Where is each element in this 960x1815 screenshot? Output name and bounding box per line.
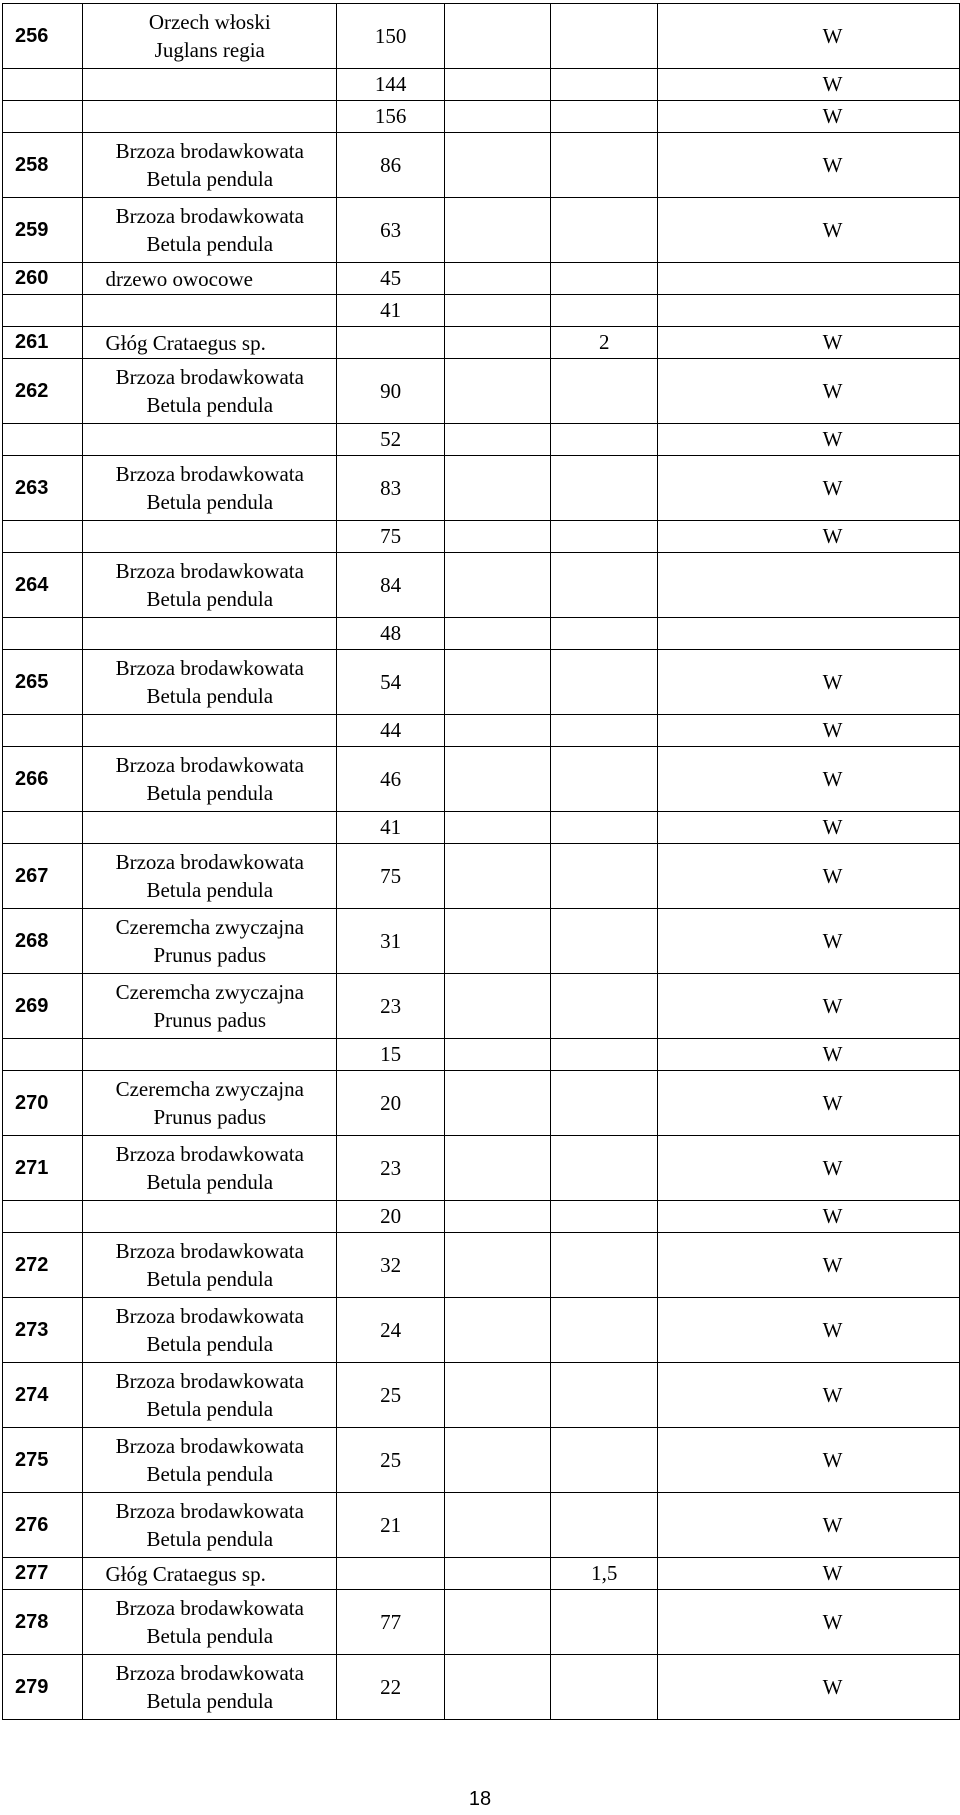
tree-number-cell: 275 xyxy=(3,1428,83,1493)
status-code-cell: W xyxy=(658,1590,960,1655)
species-name-cell xyxy=(83,1493,337,1558)
species-common-name: Głóg Crataegus sp. xyxy=(105,330,266,355)
species-name-cell xyxy=(83,263,337,295)
table-row xyxy=(3,359,960,424)
trunk-circumference-cell: 23 xyxy=(337,974,445,1039)
trunk-circumference-cell: 32 xyxy=(337,1233,445,1298)
status-code-cell: W xyxy=(658,521,960,553)
tree-number-cell: 260 xyxy=(3,263,83,295)
species-latin-name: Prunus padus xyxy=(153,1105,267,1129)
species-name-cell xyxy=(83,1039,337,1071)
species-name-cell xyxy=(83,974,337,1039)
species-name-cell xyxy=(83,1655,337,1720)
table-row xyxy=(3,1428,960,1493)
shrub-area-cell xyxy=(551,1071,658,1136)
status-code-cell: W xyxy=(658,974,960,1039)
empty-column-cell xyxy=(445,101,551,133)
tree-number-cell: 266 xyxy=(3,747,83,812)
species-common-name: Brzoza brodawkowata xyxy=(115,365,304,389)
species-latin-name: Betula pendula xyxy=(146,490,274,514)
species-latin-name: Betula pendula xyxy=(146,1332,274,1356)
shrub-area-cell xyxy=(551,715,658,747)
species-name-cell xyxy=(83,747,337,812)
status-code-cell: W xyxy=(658,1233,960,1298)
status-code-cell: W xyxy=(658,327,960,359)
trunk-circumference-cell: 90 xyxy=(337,359,445,424)
empty-column-cell xyxy=(445,1363,551,1428)
table-row xyxy=(3,1136,960,1201)
empty-column-cell xyxy=(445,909,551,974)
species-common-name: Brzoza brodawkowata xyxy=(115,204,304,228)
empty-column-cell xyxy=(445,69,551,101)
species-name-cell xyxy=(83,909,337,974)
empty-column-cell xyxy=(445,553,551,618)
shrub-area-cell xyxy=(551,812,658,844)
species-common-name: Brzoza brodawkowata xyxy=(115,1369,304,1393)
shrub-area-cell xyxy=(551,844,658,909)
tree-number-cell: 279 xyxy=(3,1655,83,1720)
empty-column-cell xyxy=(445,359,551,424)
species-common-name: Orzech włoski xyxy=(148,10,271,34)
table-row xyxy=(3,263,960,295)
tree-number-cell xyxy=(3,69,83,101)
species-common-name: Brzoza brodawkowata xyxy=(115,1499,304,1523)
species-name-cell xyxy=(83,198,337,263)
trunk-circumference-cell: 52 xyxy=(337,424,445,456)
species-name-cell xyxy=(83,1233,337,1298)
tree-number-cell xyxy=(3,295,83,327)
shrub-area-cell xyxy=(551,650,658,715)
trunk-circumference-cell: 84 xyxy=(337,553,445,618)
species-name-cell xyxy=(83,327,337,359)
table-row xyxy=(3,1590,960,1655)
trunk-circumference-cell: 25 xyxy=(337,1363,445,1428)
status-code-cell: W xyxy=(658,1039,960,1071)
table-row xyxy=(3,974,960,1039)
shrub-area-cell xyxy=(551,1493,658,1558)
species-common-name: Brzoza brodawkowata xyxy=(115,1596,304,1620)
species-name-cell xyxy=(83,812,337,844)
tree-number-cell: 278 xyxy=(3,1590,83,1655)
empty-column-cell xyxy=(445,650,551,715)
species-name-cell xyxy=(83,715,337,747)
species-latin-name: Betula pendula xyxy=(146,1689,274,1713)
table-row xyxy=(3,133,960,198)
shrub-area-cell: 1,5 xyxy=(551,1558,658,1590)
shrub-area-cell xyxy=(551,295,658,327)
shrub-area-cell xyxy=(551,1363,658,1428)
shrub-area-cell xyxy=(551,553,658,618)
shrub-area-cell xyxy=(551,359,658,424)
empty-column-cell xyxy=(445,1039,551,1071)
trunk-circumference-cell: 75 xyxy=(337,844,445,909)
trunk-circumference-cell: 15 xyxy=(337,1039,445,1071)
shrub-area-cell xyxy=(551,521,658,553)
page-number: 18 xyxy=(468,1788,492,1810)
empty-column-cell xyxy=(445,198,551,263)
species-latin-name: Prunus padus xyxy=(153,1008,267,1032)
table-row xyxy=(3,1655,960,1720)
status-code-cell: W xyxy=(658,909,960,974)
tree-number-cell xyxy=(3,424,83,456)
species-latin-name: Juglans regia xyxy=(154,38,265,62)
tree-number-cell: 270 xyxy=(3,1071,83,1136)
table-row xyxy=(3,844,960,909)
tree-number-cell xyxy=(3,1201,83,1233)
tree-number-cell xyxy=(3,715,83,747)
table-row xyxy=(3,909,960,974)
tree-number-cell: 264 xyxy=(3,553,83,618)
table-row xyxy=(3,1071,960,1136)
species-latin-name: Betula pendula xyxy=(146,1397,274,1421)
trunk-circumference-cell: 20 xyxy=(337,1201,445,1233)
species-name-cell xyxy=(83,133,337,198)
tree-number-cell: 259 xyxy=(3,198,83,263)
status-code-cell: W xyxy=(658,69,960,101)
tree-number-cell: 274 xyxy=(3,1363,83,1428)
species-name-cell xyxy=(83,1590,337,1655)
shrub-area-cell xyxy=(551,69,658,101)
shrub-area-cell xyxy=(551,1039,658,1071)
tree-number-cell xyxy=(3,812,83,844)
tree-number-cell: 263 xyxy=(3,456,83,521)
species-name-cell xyxy=(83,69,337,101)
species-common-name: drzewo owocowe xyxy=(105,266,253,291)
table-row xyxy=(3,456,960,521)
species-name-cell xyxy=(83,618,337,650)
empty-column-cell xyxy=(445,1590,551,1655)
species-name-cell xyxy=(83,1558,337,1590)
status-code-cell: W xyxy=(658,4,960,69)
empty-column-cell xyxy=(445,747,551,812)
species-common-name: Głóg Crataegus sp. xyxy=(105,1561,266,1586)
status-code-cell: W xyxy=(658,747,960,812)
shrub-area-cell xyxy=(551,263,658,295)
shrub-area-cell xyxy=(551,424,658,456)
shrub-area-cell: 2 xyxy=(551,327,658,359)
empty-column-cell xyxy=(445,456,551,521)
tree-number-cell: 256 xyxy=(3,4,83,69)
table-row xyxy=(3,69,960,101)
status-code-cell: W xyxy=(658,650,960,715)
status-code-cell xyxy=(658,553,960,618)
status-code-cell: W xyxy=(658,1428,960,1493)
empty-column-cell xyxy=(445,1201,551,1233)
trunk-circumference-cell: 21 xyxy=(337,1493,445,1558)
species-latin-name: Betula pendula xyxy=(146,232,274,256)
trunk-circumference-cell: 75 xyxy=(337,521,445,553)
species-name-cell xyxy=(83,1363,337,1428)
shrub-area-cell xyxy=(551,909,658,974)
species-name-cell xyxy=(83,1201,337,1233)
tree-number-cell xyxy=(3,101,83,133)
empty-column-cell xyxy=(445,812,551,844)
tree-number-cell: 265 xyxy=(3,650,83,715)
tree-number-cell xyxy=(3,1039,83,1071)
empty-column-cell xyxy=(445,1233,551,1298)
empty-column-cell xyxy=(445,4,551,69)
table-row xyxy=(3,327,960,359)
status-code-cell: W xyxy=(658,1071,960,1136)
table-row xyxy=(3,1201,960,1233)
shrub-area-cell xyxy=(551,1655,658,1720)
tree-number-cell xyxy=(3,618,83,650)
species-name-cell xyxy=(83,1298,337,1363)
shrub-area-cell xyxy=(551,133,658,198)
trunk-circumference-cell xyxy=(337,327,445,359)
species-common-name: Czeremcha zwyczajna xyxy=(115,915,304,939)
shrub-area-cell xyxy=(551,974,658,1039)
species-common-name: Brzoza brodawkowata xyxy=(115,462,304,486)
trunk-circumference-cell: 22 xyxy=(337,1655,445,1720)
table-row xyxy=(3,747,960,812)
status-code-cell xyxy=(658,618,960,650)
species-name-cell xyxy=(83,456,337,521)
species-name-cell xyxy=(83,1136,337,1201)
species-name-cell xyxy=(83,553,337,618)
species-common-name: Brzoza brodawkowata xyxy=(115,559,304,583)
trunk-circumference-cell: 48 xyxy=(337,618,445,650)
trunk-circumference-cell: 150 xyxy=(337,4,445,69)
species-name-cell xyxy=(83,424,337,456)
trunk-circumference-cell: 156 xyxy=(337,101,445,133)
table-row xyxy=(3,650,960,715)
status-code-cell: W xyxy=(658,101,960,133)
empty-column-cell xyxy=(445,1298,551,1363)
trunk-circumference-cell: 46 xyxy=(337,747,445,812)
empty-column-cell xyxy=(445,715,551,747)
empty-column-cell xyxy=(445,618,551,650)
table-row xyxy=(3,1298,960,1363)
tree-number-cell: 277 xyxy=(3,1558,83,1590)
trunk-circumference-cell: 144 xyxy=(337,69,445,101)
empty-column-cell xyxy=(445,974,551,1039)
empty-column-cell xyxy=(445,424,551,456)
species-name-cell xyxy=(83,521,337,553)
species-name-cell xyxy=(83,1071,337,1136)
empty-column-cell xyxy=(445,844,551,909)
tree-number-cell: 269 xyxy=(3,974,83,1039)
table-row xyxy=(3,4,960,69)
tree-number-cell: 267 xyxy=(3,844,83,909)
tree-number-cell: 268 xyxy=(3,909,83,974)
status-code-cell xyxy=(658,263,960,295)
status-code-cell: W xyxy=(658,1493,960,1558)
status-code-cell: W xyxy=(658,715,960,747)
empty-column-cell xyxy=(445,263,551,295)
species-common-name: Brzoza brodawkowata xyxy=(115,850,304,874)
species-name-cell xyxy=(83,359,337,424)
empty-column-cell xyxy=(445,1655,551,1720)
shrub-area-cell xyxy=(551,1233,658,1298)
trunk-circumference-cell xyxy=(337,1558,445,1590)
species-latin-name: Betula pendula xyxy=(146,393,274,417)
species-common-name: Brzoza brodawkowata xyxy=(115,1661,304,1685)
status-code-cell: W xyxy=(658,1201,960,1233)
species-latin-name: Betula pendula xyxy=(146,1170,274,1194)
trunk-circumference-cell: 86 xyxy=(337,133,445,198)
shrub-area-cell xyxy=(551,101,658,133)
shrub-area-cell xyxy=(551,747,658,812)
species-common-name: Brzoza brodawkowata xyxy=(115,139,304,163)
shrub-area-cell xyxy=(551,456,658,521)
status-code-cell: W xyxy=(658,1136,960,1201)
shrub-area-cell xyxy=(551,1298,658,1363)
trunk-circumference-cell: 24 xyxy=(337,1298,445,1363)
empty-column-cell xyxy=(445,327,551,359)
table-row xyxy=(3,812,960,844)
species-latin-name: Betula pendula xyxy=(146,1267,274,1291)
shrub-area-cell xyxy=(551,1201,658,1233)
shrub-area-cell xyxy=(551,1136,658,1201)
status-code-cell xyxy=(658,295,960,327)
tree-number-cell: 261 xyxy=(3,327,83,359)
shrub-area-cell xyxy=(551,4,658,69)
trunk-circumference-cell: 20 xyxy=(337,1071,445,1136)
species-name-cell xyxy=(83,844,337,909)
species-common-name: Brzoza brodawkowata xyxy=(115,656,304,680)
species-common-name: Brzoza brodawkowata xyxy=(115,1142,304,1166)
status-code-cell: W xyxy=(658,1655,960,1720)
trunk-circumference-cell: 31 xyxy=(337,909,445,974)
species-name-cell xyxy=(83,4,337,69)
trunk-circumference-cell: 41 xyxy=(337,295,445,327)
empty-column-cell xyxy=(445,1493,551,1558)
table-row xyxy=(3,424,960,456)
table-row xyxy=(3,1233,960,1298)
trunk-circumference-cell: 77 xyxy=(337,1590,445,1655)
species-common-name: Brzoza brodawkowata xyxy=(115,1304,304,1328)
tree-number-cell: 258 xyxy=(3,133,83,198)
species-latin-name: Betula pendula xyxy=(146,1462,274,1486)
trunk-circumference-cell: 63 xyxy=(337,198,445,263)
tree-number-cell: 262 xyxy=(3,359,83,424)
shrub-area-cell xyxy=(551,1590,658,1655)
tree-number-cell: 276 xyxy=(3,1493,83,1558)
tree-number-cell: 271 xyxy=(3,1136,83,1201)
trunk-circumference-cell: 23 xyxy=(337,1136,445,1201)
species-common-name: Czeremcha zwyczajna xyxy=(115,980,304,1004)
species-latin-name: Prunus padus xyxy=(153,943,267,967)
trunk-circumference-cell: 41 xyxy=(337,812,445,844)
table-row xyxy=(3,295,960,327)
status-code-cell: W xyxy=(658,1363,960,1428)
species-latin-name: Betula pendula xyxy=(146,781,274,805)
species-latin-name: Betula pendula xyxy=(146,587,274,611)
species-name-cell xyxy=(83,1428,337,1493)
status-code-cell: W xyxy=(658,812,960,844)
shrub-area-cell xyxy=(551,198,658,263)
table-row xyxy=(3,715,960,747)
empty-column-cell xyxy=(445,1558,551,1590)
table-row xyxy=(3,101,960,133)
species-name-cell xyxy=(83,295,337,327)
status-code-cell: W xyxy=(658,133,960,198)
trunk-circumference-cell: 83 xyxy=(337,456,445,521)
species-name-cell xyxy=(83,650,337,715)
table-row xyxy=(3,553,960,618)
tree-number-cell: 272 xyxy=(3,1233,83,1298)
table-body xyxy=(3,4,960,1720)
table-row xyxy=(3,1493,960,1558)
empty-column-cell xyxy=(445,1428,551,1493)
shrub-area-cell xyxy=(551,618,658,650)
species-common-name: Brzoza brodawkowata xyxy=(115,1434,304,1458)
table-row xyxy=(3,521,960,553)
species-common-name: Brzoza brodawkowata xyxy=(115,753,304,777)
status-code-cell: W xyxy=(658,1558,960,1590)
trunk-circumference-cell: 25 xyxy=(337,1428,445,1493)
species-latin-name: Betula pendula xyxy=(146,1527,274,1551)
empty-column-cell xyxy=(445,521,551,553)
trunk-circumference-cell: 45 xyxy=(337,263,445,295)
status-code-cell: W xyxy=(658,359,960,424)
status-code-cell: W xyxy=(658,456,960,521)
empty-column-cell xyxy=(445,1071,551,1136)
tree-number-cell: 273 xyxy=(3,1298,83,1363)
species-latin-name: Betula pendula xyxy=(146,167,274,191)
table-row xyxy=(3,198,960,263)
table-row xyxy=(3,1558,960,1590)
species-name-cell xyxy=(83,101,337,133)
status-code-cell: W xyxy=(658,424,960,456)
empty-column-cell xyxy=(445,295,551,327)
table-row xyxy=(3,618,960,650)
species-latin-name: Betula pendula xyxy=(146,1624,274,1648)
tree-number-cell xyxy=(3,521,83,553)
species-common-name: Czeremcha zwyczajna xyxy=(115,1077,304,1101)
status-code-cell: W xyxy=(658,844,960,909)
empty-column-cell xyxy=(445,133,551,198)
species-latin-name: Betula pendula xyxy=(146,684,274,708)
shrub-area-cell xyxy=(551,1428,658,1493)
trunk-circumference-cell: 54 xyxy=(337,650,445,715)
trunk-circumference-cell: 44 xyxy=(337,715,445,747)
empty-column-cell xyxy=(445,1136,551,1201)
species-common-name: Brzoza brodawkowata xyxy=(115,1239,304,1263)
tree-inventory-table xyxy=(2,3,960,1720)
table-row xyxy=(3,1363,960,1428)
status-code-cell: W xyxy=(658,1298,960,1363)
status-code-cell: W xyxy=(658,198,960,263)
table-row xyxy=(3,1039,960,1071)
species-latin-name: Betula pendula xyxy=(146,878,274,902)
